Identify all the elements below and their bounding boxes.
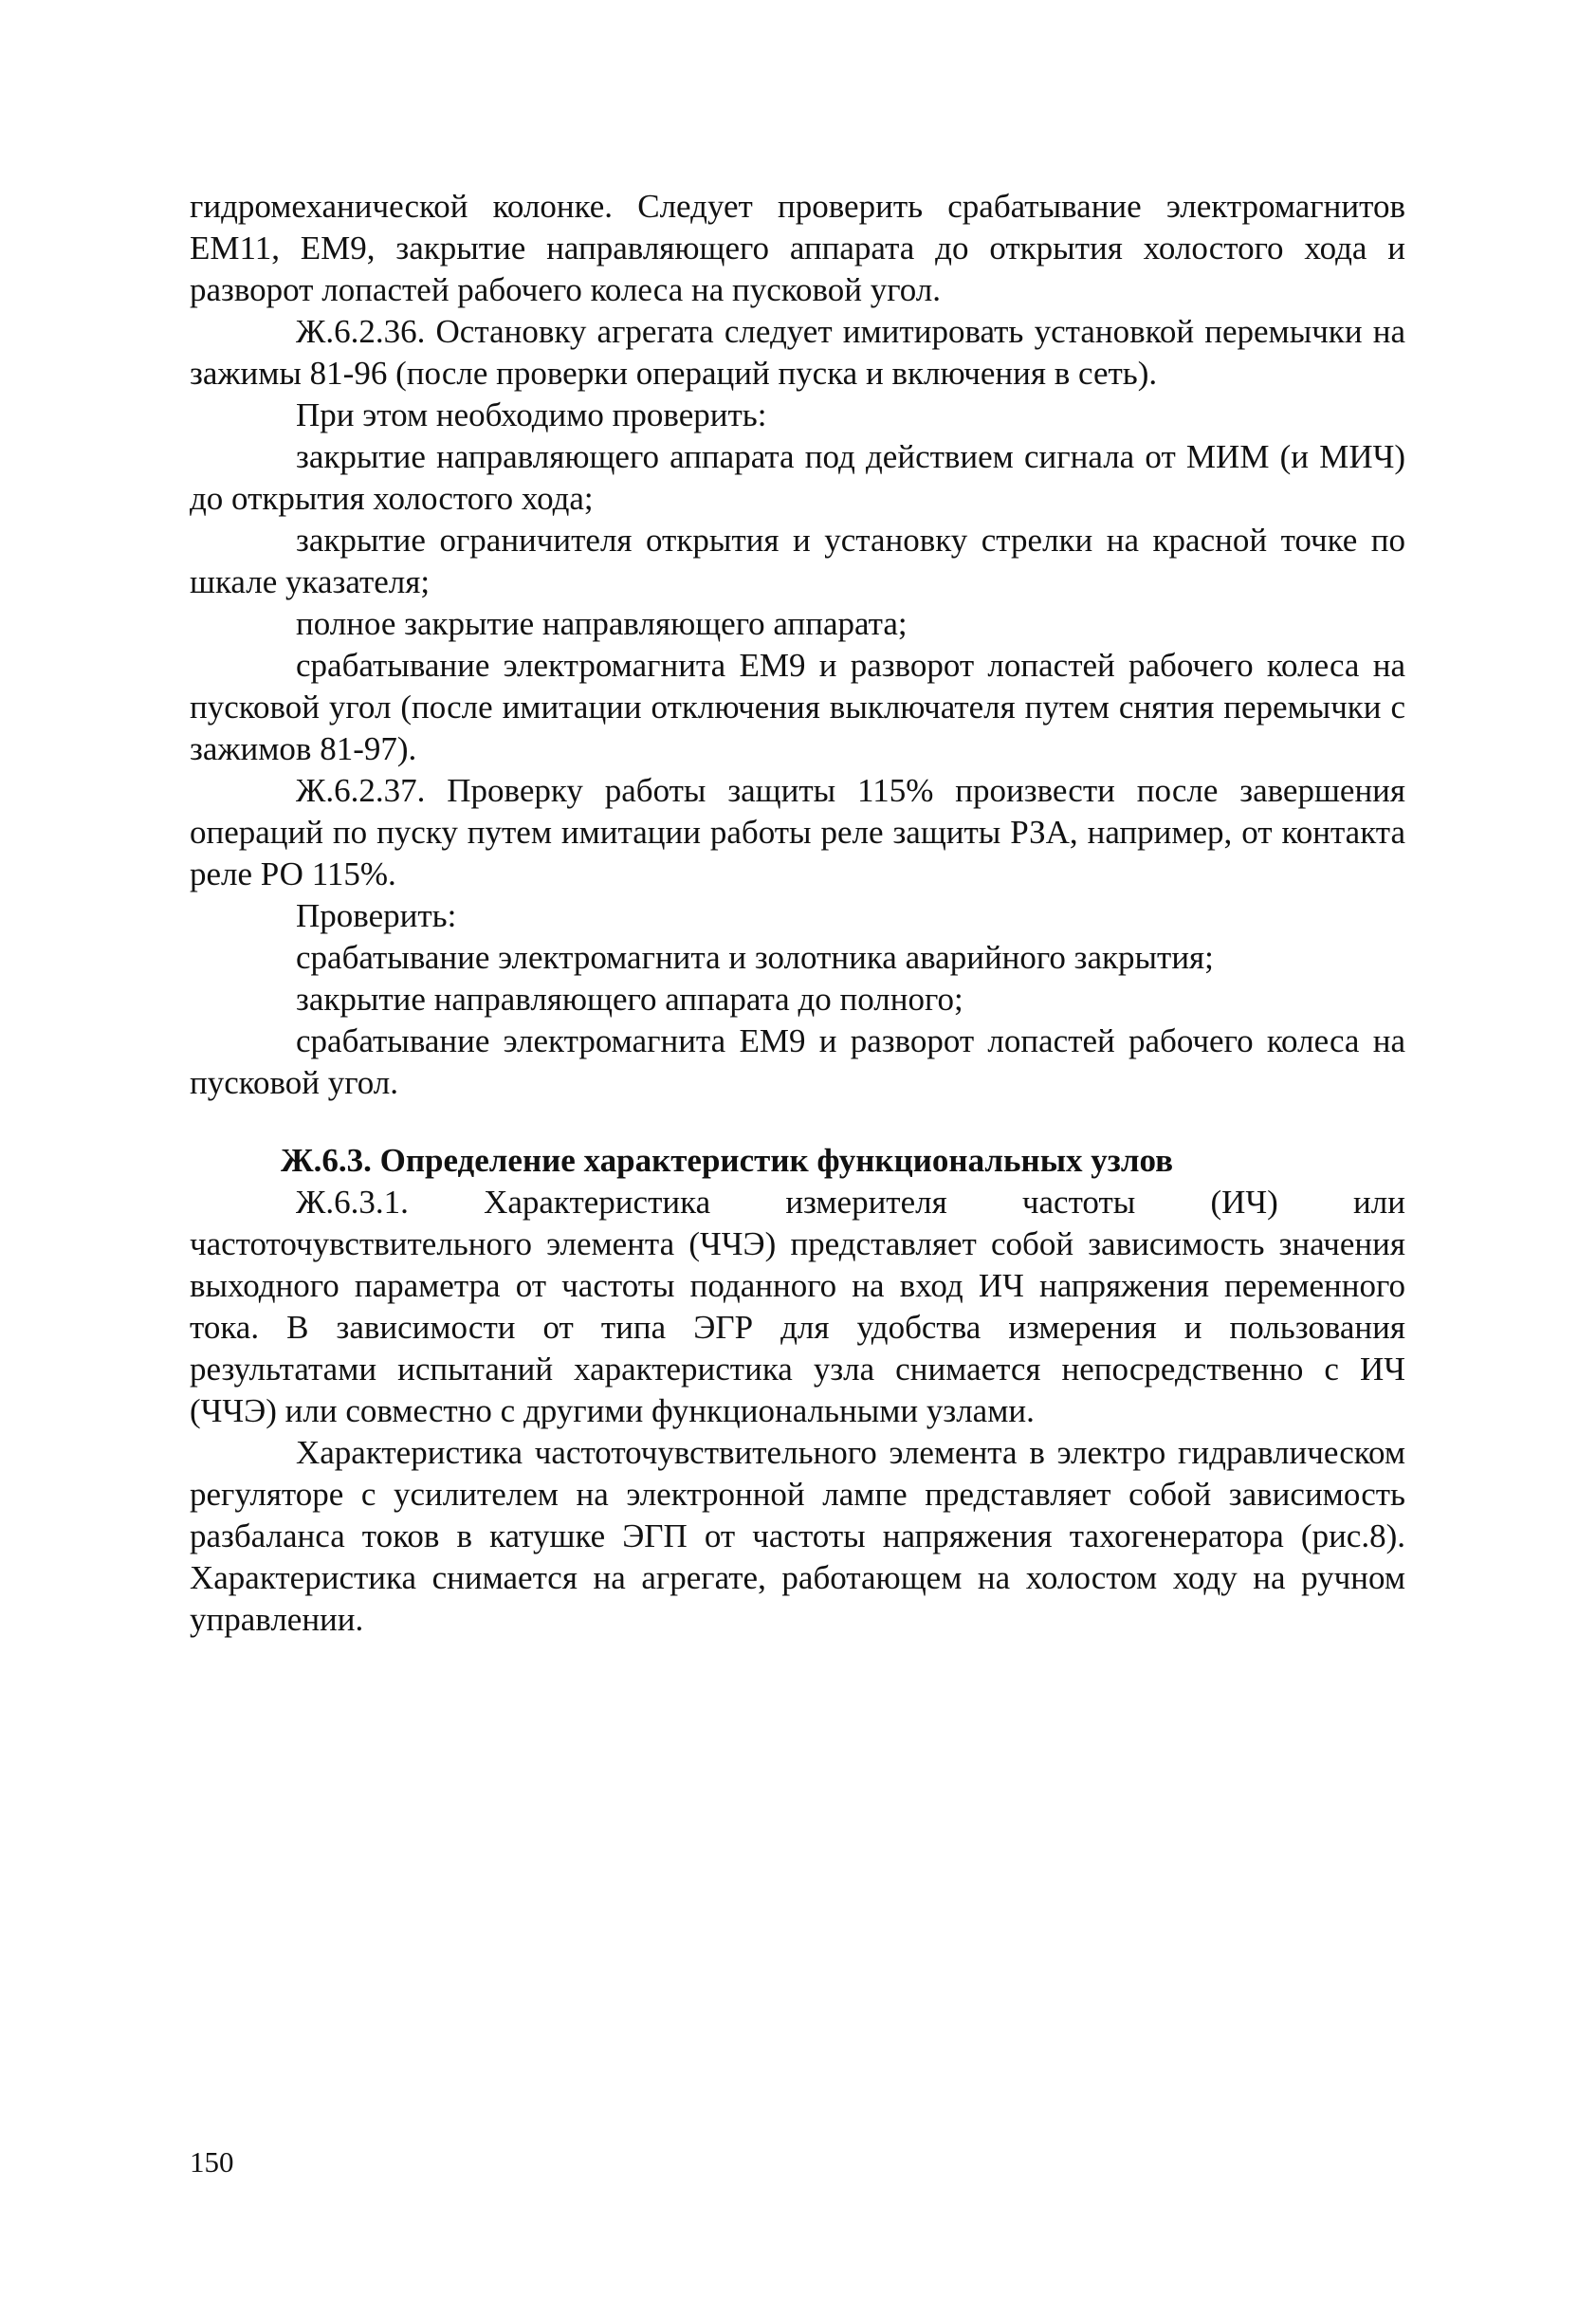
paragraph-characteristic: Характеристика частоточувствительного элемента в электро гидравлическом регуляторе с усилителем на электронной лампе представляет собой зависимость разбаланса токов в катушке ЭГП от частоты напряжения тахогенератора (рис.8). Характеристика снимается на агрегате, работающем на холостом ходу на ручном управлении. xyxy=(190,1434,1405,1638)
document-page xyxy=(190,186,1405,1641)
paragraph-verify-item-1: срабатывание электромагнита и золотника аварийного закрытия; xyxy=(296,939,1214,976)
paragraph-check-item-2: закрытие ограничителя открытия и установку стрелки на красной точке по шкале указателя; xyxy=(190,522,1405,600)
paragraph-check-item-3: полное закрытие направляющего аппарата; xyxy=(296,605,908,642)
paragraph-verify-item-2: закрытие направляющего аппарата до полного; xyxy=(296,981,963,1018)
paragraph-check-item-4: срабатывание электромагнита ЕМ9 и разворот лопастей рабочего колеса на пусковой угол (после имитации отключения выключателя путем снятия перемычки с зажимов 81-97). xyxy=(190,647,1405,767)
paragraph-check-intro: При этом необходимо проверить: xyxy=(296,396,767,433)
section-heading: Ж.6.3. Определение характеристик функциональных узлов xyxy=(281,1142,1174,1179)
paragraph-clause-6-2-37: Ж.6.2.37. Проверку работы защиты 115% произвести после завершения операций по пуску путем имитации работы реле защиты РЗА, например, от контакта реле РО 115%. xyxy=(190,772,1405,892)
paragraph-verify-intro: Проверить: xyxy=(296,897,457,934)
paragraph-clause-6-3-1: Ж.6.3.1. Характеристика измерителя частоты (ИЧ) или частоточувствительного элемента (ЧЧЭ) представляет собой зависимость значения выходного параметра от частоты поданного на вход ИЧ напряжения переменного тока. В зависимости от типа ЭГР для удобства измерения и пользования результатами испытаний характеристика узла снимается непосредственно с ИЧ (ЧЧЭ) или совместно с другими функциональными узлами. xyxy=(190,1184,1405,1429)
page-number: 150 xyxy=(190,2145,234,2179)
paragraph-verify-item-3: срабатывание электромагнита ЕМ9 и разворот лопастей рабочего колеса на пусковой угол. xyxy=(190,1022,1405,1101)
paragraph-check-item-1: закрытие направляющего аппарата под действием сигнала от МИМ (и МИЧ) до открытия холостого хода; xyxy=(190,438,1405,517)
paragraph-continuation: гидромеханической колонке. Следует проверить срабатывание электромагнитов ЕМ11, ЕМ9, закрытие направляющего аппарата до открытия холостого хода и разворот лопастей рабочего колеса на пусковой угол. xyxy=(190,188,1405,308)
paragraph-clause-6-2-36: Ж.6.2.36. Остановку агрегата следует имитировать установкой перемычки на зажимы 81-96 (после проверки операций пуска и включения в сеть). xyxy=(190,313,1405,392)
